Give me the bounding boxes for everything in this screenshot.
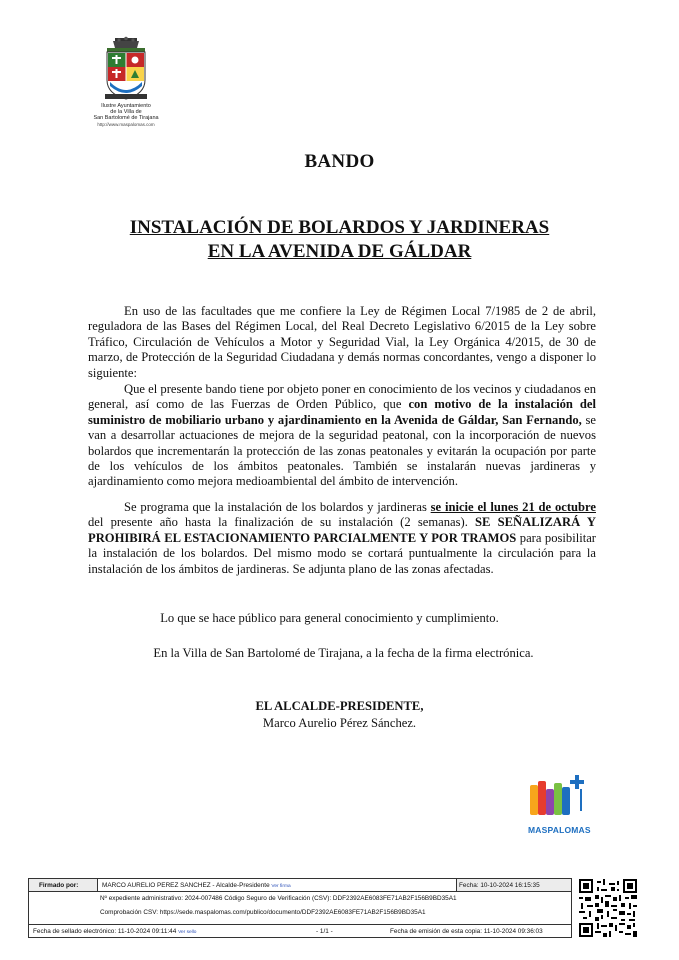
verify-signature-link[interactable]: Ver firma [271,883,291,889]
maspalomas-logo-icon [528,773,590,819]
document-title [0,216,679,264]
footer-signed-row [29,879,571,892]
crest-line-1: Ilustre Ayuntamiento [101,103,151,109]
paragraph-1-text: En uso de las facultades que me confiere la Ley de Régimen Local 7/1985 de 2 de abril, reguladora de las Bases del Régimen Local, del Real Decreto Legislativo 6/2015 de la Ley sobre Tráfico, Circulación de Vehículos a Motor y Seguridad Vial, la Ley Orgánica 4/2015, de 30 de marzo, de Protección de la Seguridad Ciudadana y demás normas concordantes, vengo a disponer lo siguiente: [88,304,596,380]
paragraph-2-bold: con motivo de la instalación del suministro de mobiliario urbano y ajardinamiento en la Avenida de Gáldar, San Fernando, [88,397,596,427]
title-line-2: EN LA AVENIDA DE GÁLDAR [207,241,472,262]
title-line-1: INSTALACIÓN DE BOLARDOS Y JARDINERAS [129,217,550,238]
crest-url: http://www.maspalomas.com [97,121,155,127]
paragraph-schedule [88,500,596,577]
closing-statement: Lo que se hace público para general conocimiento y cumplimiento. [160,611,499,625]
paragraph-purpose [88,382,596,490]
start-date-highlight: se inicie el lunes 21 de octubre [430,500,596,514]
signed-by-value: MARCO AURELIO PEREZ SANCHEZ - Alcalde-Presidente [102,881,270,889]
document-heading: BANDO [304,151,375,172]
csv-verification-url[interactable]: Comprobación CSV: https://sede.maspalomas.com/publico/documento/DDF2392AE6083FE71AB2F156B9BD35A1 [100,909,426,916]
coat-of-arms-icon [103,36,149,102]
footer-dates-row [29,924,571,937]
signed-by-cell [97,879,457,891]
parking-prohibition-notice: SE SEÑALIZARÁ Y PROHIBIRÁ EL ESTACIONAMIENTO PARCIALMENTE Y POR TRAMOS [88,515,596,545]
copy-issue-date: Fecha de emisión de esta copia: 11-10-2024 09:36:03 [390,927,543,935]
signed-by-label: Firmado por: [39,881,79,889]
paragraph-3-text-b: del presente año hasta la finalización de su instalación (2 semanas). [88,515,476,530]
crest-caption [86,103,166,128]
qr-code-icon[interactable] [579,879,637,937]
paragraph-2-text-a: Que el presente bando tiene por objeto poner en conocimiento de los vecinos y ciudadanos en general, así como de las Fuerzas de Orden Público, que [88,382,596,412]
municipal-crest [86,36,166,128]
sign-date: Fecha: 10-10-2024 16:15:35 [459,881,540,889]
sealed-date: Fecha de sellado electrónico: 11-10-2024 09:11:44 [33,927,177,935]
place-date-line: En la Villa de San Bartolomé de Tirajana, a la fecha de la firma electrónica. [153,646,534,660]
page-indicator: - 1/1 - [316,927,333,935]
paragraph-3-text-a: Se programa que la instalación de los bolardos y jardineras [124,500,431,514]
logo-brand-text: MASPALOMAS [528,825,591,835]
maspalomas-logo [528,773,590,835]
crest-line-2: de la Villa de [110,109,142,116]
paragraph-legal-basis [88,304,596,381]
paragraph-2-text-b: se van a desarrollar actuaciones de mejora de la seguridad peatonal, con la incorporación de nuevos bolardos que incrementarán la protección de las zonas peatonales y evitarán la ocupación por parte de los vehículos de los ámbitos peatonales. También se instalarán nuevas jardineras y ajardinamiento como mejora medioambiental del ámbito de intervención. [88,412,597,489]
signer-name: Marco Aurelio Pérez Sánchez. [262,716,417,730]
signer-title: EL ALCALDE-PRESIDENTE, [255,699,424,713]
electronic-signature-footer [28,878,572,938]
verify-seal-link[interactable]: Ver sello [178,929,197,935]
crest-line-3: San Bartolomé de Tirajana [93,115,159,122]
expediente-csv-text: Nº expediente administrativo: 2024-007486 Código Seguro de Verificación (CSV): DDF2392AE6083FE71AB2F156B9BD35A1 [100,895,457,902]
paragraph-3-text-c: para posibilitar la instalación de los bolardos. Del mismo modo se cortará puntualmente la circulación para la instalación de los ámbitos de jardineras. Se adjunta plano de las zonas afectadas. [88,530,596,576]
